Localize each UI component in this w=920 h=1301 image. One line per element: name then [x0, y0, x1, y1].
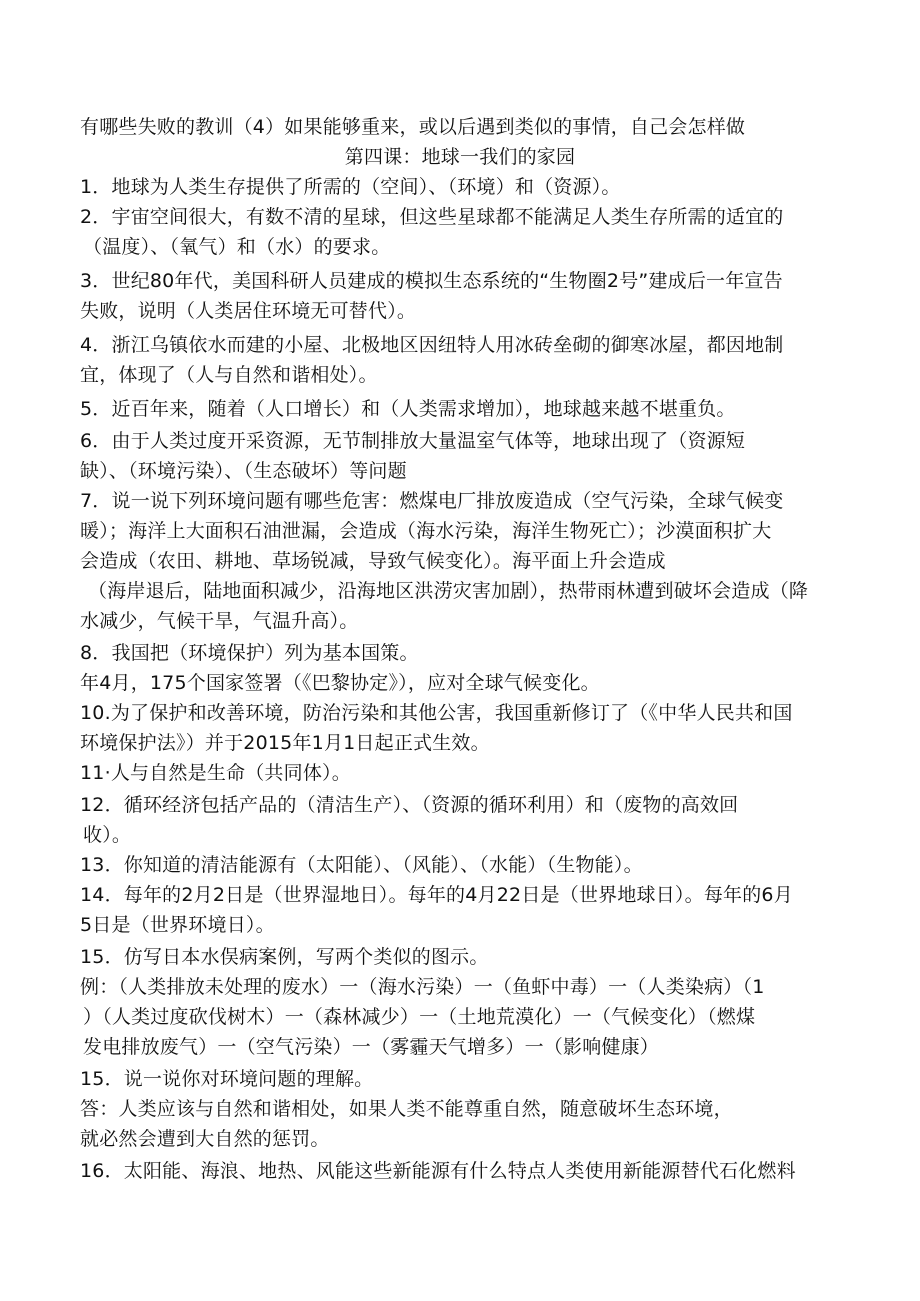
text-line: 环境保护法》）并于2015年1月1日起正式生效。	[80, 732, 490, 754]
text-line: 有哪些失败的教训（4）如果能够重来，或以后遇到类似的事情，自己会怎样做	[80, 116, 746, 138]
text-line: 失败，说明（人类居住环境无可替代）。	[80, 300, 417, 322]
text-line: 15．仿写日本水俣病案例，写两个类似的图示。	[80, 946, 489, 968]
text-line: （海岸退后，陆地面积减少，沿海地区洪涝灾害加剧），热带雨林遭到破坏会造成（降	[88, 580, 809, 602]
text-line: 答：人类应该与自然和谐相处，如果人类不能尊重自然，随意破坏生态环境，	[80, 1098, 733, 1120]
lesson-title: 第四课：地球一我们的家园	[344, 146, 576, 168]
text-line: 6．由于人类过度开采资源，无节制排放大量温室气体等，地球出现了（资源短	[80, 430, 746, 452]
text-line: 就必然会遭到大自然的惩罚。	[80, 1128, 330, 1150]
text-line: ）（人类过度砍伐树木）一（森林减少）一（土地荒漠化）一（气候变化）（燃煤	[83, 1006, 756, 1028]
text-line: 16．太阳能、海浪、地热、风能这些新能源有什么特点人类使用新能源替代石化燃料	[80, 1160, 796, 1182]
text-line: 13．你知道的清洁能源有（太阳能）、（风能）、（水能）（生物能）。	[80, 854, 643, 876]
text-line: （温度）、（氧气）和（水）的要求。	[83, 236, 391, 258]
text-line: 暖）；海洋上大面积石油泄漏，会造成（海水污染，海洋生物死亡）；沙漠面积扩大	[80, 520, 772, 542]
text-line: 会造成（农田、耕地、草场锐减，导致气候变化）。海平面上升会造成	[80, 550, 666, 572]
text-line: 12．循环经济包括产品的（清洁生产）、（资源的循环利用）和（废物的高效回	[80, 794, 739, 816]
text-line: 4．浙江乌镇依水而建的小屋、北极地区因纽特人用冰砖垒砌的御寒冰屋，都因地制	[80, 334, 784, 356]
text-line: 水减少，气候干旱，气温升高）。	[80, 610, 359, 632]
text-line: 3．世纪80年代，美国科研人员建成的模拟生态系统的“生物圈2号”建成后一年宣告	[80, 270, 783, 292]
text-line: 收）。	[83, 824, 132, 846]
text-line: 缺）、（环境污染）、（生态破坏）等问题	[80, 460, 407, 482]
text-line: 14．每年的2月2日是（世界湿地日）。每年的4月22日是（世界地球日）。每年的6月	[80, 884, 793, 906]
text-line: 1．地球为人类生存提供了所需的（空间）、（环境）和（资源）。	[80, 176, 621, 198]
text-line: 宜，体现了（人与自然和谐相处）。	[80, 364, 378, 386]
text-line: 8．我国把（环境保护）列为基本国策。	[80, 642, 419, 664]
text-line: 5．近百年来，随着（人口增长）和（人类需求增加），地球越来越不堪重负。	[80, 398, 736, 420]
text-line: 例：（人类排放未处理的废水）一（海水污染）一（鱼虾中毒）一（人类染病）（1	[80, 976, 765, 998]
text-line: 15．说一说你对环境问题的理解。	[80, 1068, 374, 1090]
text-line: 10.为了保护和改善环境，防治污染和其他公害，我国重新修订了（《中华人民共和国	[80, 702, 793, 724]
text-line: 发电排放废气）一（空气污染）一（雾霾天气增多）一（影响健康）	[83, 1036, 660, 1058]
text-line: 7．说一说下列环境问题有哪些危害：燃煤电厂排放废造成（空气污染，全球气候变	[80, 490, 784, 512]
text-line: 2．宇宙空间很大，有数不清的星球，但这些星球都不能满足人类生存所需的适宜的	[80, 206, 784, 228]
text-line: 5日是（世界环境日）。	[80, 914, 275, 936]
text-line: 11·人与自然是生命（共同体）。	[80, 762, 351, 784]
text-line: 年4月，175个国家签署（《巴黎协定》），应对全球气候变化。	[80, 672, 600, 694]
